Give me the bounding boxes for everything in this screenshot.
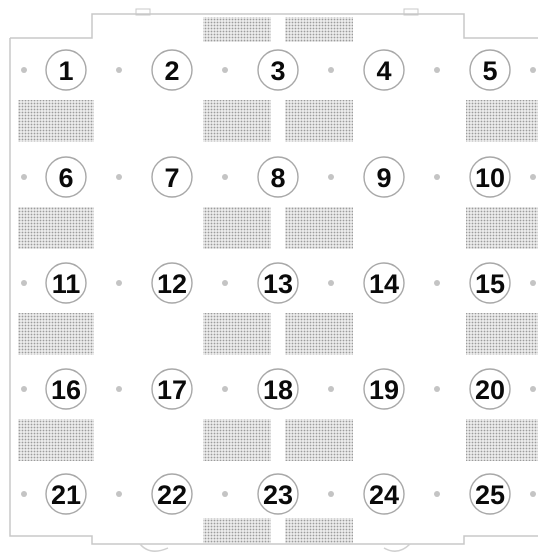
spacer-dot <box>328 174 334 180</box>
position-circle <box>470 263 510 303</box>
spacer-dot <box>21 491 27 497</box>
position-number: 17 <box>156 375 188 405</box>
spacer-dot <box>222 386 228 392</box>
spacer-dot <box>116 67 122 73</box>
position-circle <box>258 474 298 514</box>
position-circle <box>258 157 298 197</box>
position-circle <box>470 369 510 409</box>
position-number: 12 <box>156 269 188 299</box>
bottom-hook-left <box>140 544 168 551</box>
position-number: 20 <box>474 375 506 405</box>
position-circle <box>152 474 192 514</box>
position-number: 8 <box>270 163 286 193</box>
spacer-dot <box>328 491 334 497</box>
spacer-dot <box>222 174 228 180</box>
textured-pad <box>285 313 353 355</box>
textured-pad <box>466 313 538 355</box>
spacer-dot <box>434 280 440 286</box>
spacer-dot <box>530 174 536 180</box>
spacer-dot <box>328 386 334 392</box>
textured-pad <box>203 518 271 543</box>
spacer-dot <box>434 174 440 180</box>
position-number: 19 <box>368 375 400 405</box>
spacer-dot <box>530 491 536 497</box>
spacer-dot <box>21 67 27 73</box>
position-number: 16 <box>50 375 82 405</box>
position-circle <box>258 369 298 409</box>
textured-pad <box>18 207 94 249</box>
spacer-dot <box>530 280 536 286</box>
position-circle <box>364 50 404 90</box>
spacer-dot <box>21 174 27 180</box>
textured-pad <box>466 419 538 461</box>
spacer-dot <box>434 386 440 392</box>
position-circle <box>364 369 404 409</box>
position-number: 11 <box>51 269 81 299</box>
textured-pad <box>285 419 353 461</box>
position-number: 22 <box>156 480 188 510</box>
position-number: 25 <box>474 480 506 510</box>
spacer-dot <box>434 491 440 497</box>
position-number: 15 <box>474 269 506 299</box>
position-number: 13 <box>262 269 294 299</box>
position-circle <box>364 263 404 303</box>
position-circle <box>46 157 86 197</box>
position-number: 21 <box>50 480 82 510</box>
position-circle <box>46 263 86 303</box>
position-circle <box>470 50 510 90</box>
spacer-dot <box>328 280 334 286</box>
position-number: 10 <box>474 163 506 193</box>
position-circle <box>258 50 298 90</box>
spacer-dot <box>222 491 228 497</box>
textured-pad <box>203 207 271 249</box>
textured-pad <box>203 313 271 355</box>
position-circle <box>364 474 404 514</box>
position-circle <box>46 50 86 90</box>
position-circle <box>152 50 192 90</box>
textured-pad <box>18 419 94 461</box>
spacer-dot <box>116 386 122 392</box>
textured-pad <box>203 419 271 461</box>
position-number: 24 <box>368 480 400 510</box>
position-number: 4 <box>376 56 392 86</box>
textured-pad <box>203 17 271 42</box>
spacer-dot <box>222 280 228 286</box>
position-number: 18 <box>262 375 294 405</box>
position-number: 5 <box>482 56 498 86</box>
position-number: 1 <box>58 56 74 86</box>
position-number: 14 <box>368 269 400 299</box>
position-circle <box>152 157 192 197</box>
spacer-dot <box>530 67 536 73</box>
position-circle <box>46 474 86 514</box>
position-number: 3 <box>270 56 286 86</box>
position-number: 7 <box>164 163 180 193</box>
spacer-dot <box>116 174 122 180</box>
position-circle <box>46 369 86 409</box>
position-circle <box>152 263 192 303</box>
textured-pad <box>285 100 353 142</box>
position-number: 9 <box>376 163 392 193</box>
spacer-dot <box>116 280 122 286</box>
spacer-dot <box>530 386 536 392</box>
position-circle <box>258 263 298 303</box>
textured-pad <box>466 207 538 249</box>
spacer-dot <box>21 386 27 392</box>
textured-pad <box>285 518 353 543</box>
position-circle <box>470 474 510 514</box>
position-number: 6 <box>58 163 74 193</box>
spacer-dot <box>116 491 122 497</box>
textured-pad <box>466 100 538 142</box>
numbered-circles <box>46 50 510 514</box>
spacer-dot <box>434 67 440 73</box>
textured-pad <box>203 100 271 142</box>
textured-pad <box>18 313 94 355</box>
position-circle <box>364 157 404 197</box>
position-circle <box>470 157 510 197</box>
textured-pad <box>285 17 353 42</box>
textured-pad <box>18 100 94 142</box>
spacer-dot <box>222 67 228 73</box>
bottom-hook-right <box>384 544 410 551</box>
spacer-dot <box>328 67 334 73</box>
position-circle <box>152 369 192 409</box>
position-number: 2 <box>164 56 180 86</box>
spacer-dot <box>21 280 27 286</box>
position-number: 23 <box>262 480 294 510</box>
textured-pad <box>285 207 353 249</box>
